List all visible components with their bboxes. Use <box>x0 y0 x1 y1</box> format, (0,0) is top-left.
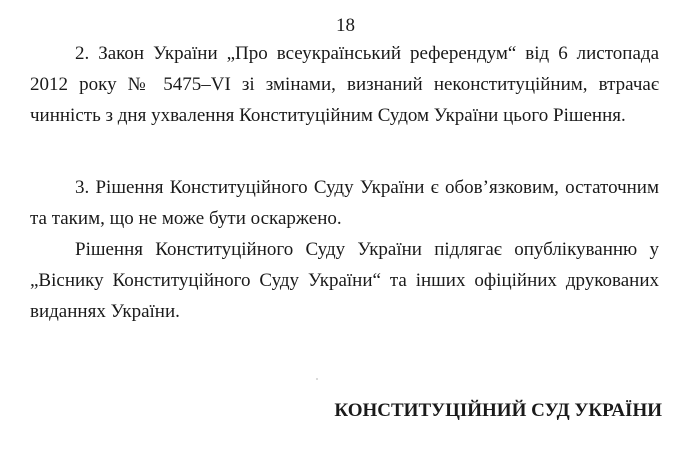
paragraph-line: Рішення Конституційного Суду України підлягає опублікуванню у <box>75 239 659 260</box>
signature-court-name: КОНСТИТУЦІЙНИЙ СУД УКРАЇНИ <box>334 400 662 421</box>
paragraph-line: „Віснику Конституційного Суду України“ та інших офіційних друкованих <box>30 270 659 291</box>
paragraph-item-2 <box>30 38 659 131</box>
paragraph-item-3 <box>30 172 659 234</box>
paragraph-line: та таким, що не може бути оскаржено. <box>30 208 342 229</box>
paragraph-line: чинність з дня ухвалення Конституційним Судом України цього Рішення. <box>30 105 626 126</box>
paragraph-line: 2012 року № 5475–VI зі змінами, визнаний неконституційним, втрачає <box>30 74 659 95</box>
scan-speck <box>316 378 318 380</box>
paragraph-line: 3. Рішення Конституційного Суду України є обов’язковим, остаточним <box>75 177 659 198</box>
paragraph-line: 2. Закон України „Про всеукраїнський референдум“ від 6 листопада <box>75 43 659 64</box>
paragraph-publication <box>30 234 659 327</box>
paragraph-line: виданнях України. <box>30 301 180 322</box>
page-number: 18 <box>336 15 355 36</box>
